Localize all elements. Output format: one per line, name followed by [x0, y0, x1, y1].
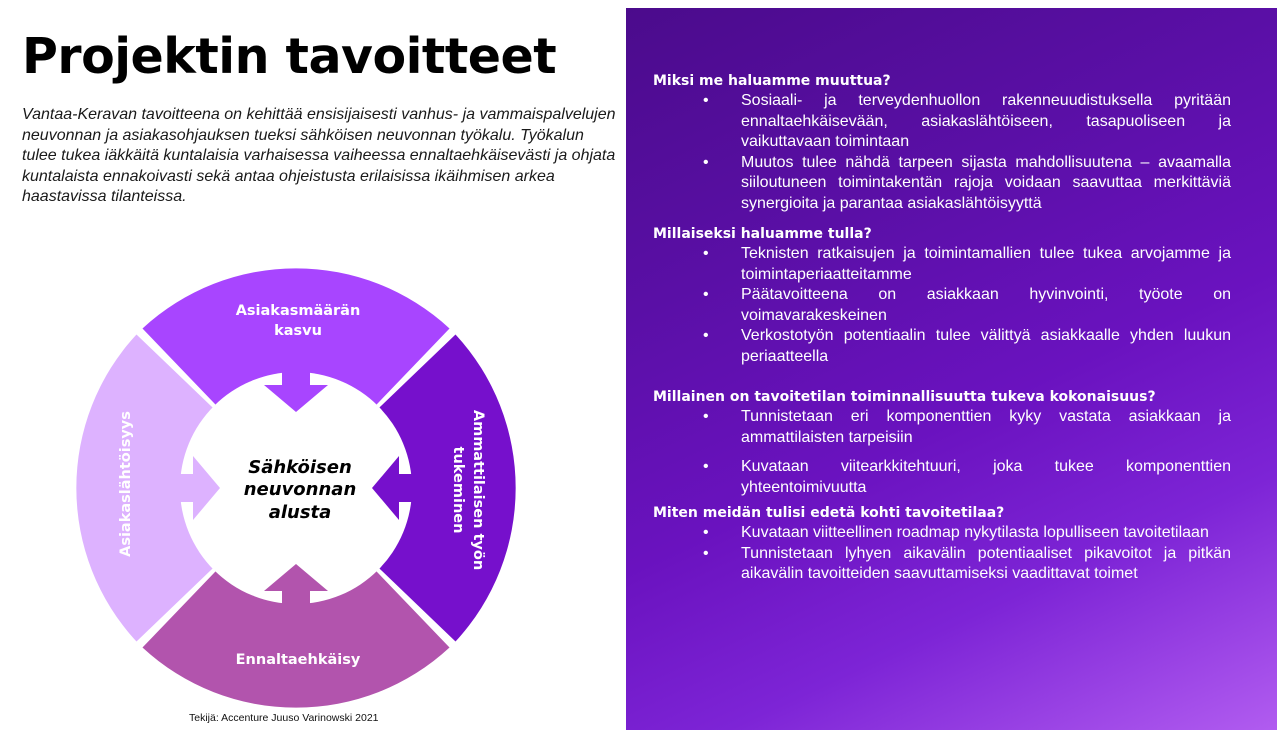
center-label-line2: neuvonnan	[243, 479, 357, 500]
section-roadmap	[653, 503, 1231, 585]
question-heading: Miten meidän tulisi edetä kohti tavoitetilaa?	[653, 505, 1005, 521]
bullet-list	[653, 244, 1231, 367]
bullet-list	[653, 91, 1231, 214]
bullet-item: • Kuvataan viitteellinen roadmap nykytilasta lopulliseen tavoitetilaan	[653, 523, 1231, 544]
label-top-line1: Asiakasmäärän	[235, 303, 361, 319]
label-right-line1: Ammattilaisen työn	[470, 409, 486, 571]
label-top-line2: kasvu	[274, 323, 322, 339]
question-heading: Miksi me haluamme muuttua?	[653, 73, 891, 89]
bullet-list	[653, 523, 1231, 585]
center-label-line3: alusta	[268, 502, 332, 523]
bullet-item: • Tunnistetaan lyhyen aikavälin potentiaaliset pikavoitot ja pitkän aikavälin tavoitteiden saavuttamiseksi vaadittavat toimet	[653, 544, 1231, 585]
bullet-item: • Teknisten ratkaisujen ja toimintamallien tulee tukea arvojamme ja toimintaperiaatteitamme	[653, 244, 1231, 285]
goals-panel	[626, 8, 1277, 730]
label-bottom: Ennaltaehkäisy	[235, 652, 361, 668]
author-caption: Tekijä: Accenture Juuso Varinowski 2021	[189, 712, 379, 724]
section-why	[653, 71, 1231, 214]
bullet-item: • Päätavoitteena on asiakkaan hyvinvointi, työote on voimavarakeskeinen	[653, 285, 1231, 326]
bullet-item: • Sosiaali- ja terveydenhuollon rakenneuudistuksella pyritään ennaltaehkäisevään, asiakaslähtöiseen, tasapuoliseen ja vaikuttavaan toimintaan	[653, 91, 1231, 153]
bullet-item: • Tunnistetaan eri komponenttien kyky vastata asiakkaan ja ammattilaisten tarpeisiin	[653, 407, 1231, 448]
question-heading: Millainen on tavoitetilan toiminnallisuutta tukeva kokonaisuus?	[653, 389, 1156, 405]
bullet-item: • Kuvataan viitearkkitehtuuri, joka tukee komponenttien yhteentoimivuutta	[653, 457, 1231, 498]
page-title: Projektin tavoitteet	[22, 28, 557, 85]
question-heading: Millaiseksi haluamme tulla?	[653, 226, 872, 242]
bullet-item: • Muutos tulee nähdä tarpeen sijasta mahdollisuutena – avaamalla siiloutuneen toimintakentän rajoja voidaan saavuttaa merkittäviä synergioita ja parantaa asiakaslähtöisyyttä	[653, 153, 1231, 215]
center-label-line1: Sähköisen	[248, 457, 352, 478]
bullet-item: • Verkostotyön potentiaalin tulee välittyä asiakkaalle yhden luukun periaatteella	[653, 326, 1231, 367]
label-left: Asiakaslähtöisyys	[118, 411, 134, 557]
section-what	[653, 224, 1231, 367]
goals-diagram	[70, 262, 522, 714]
section-how	[653, 387, 1231, 498]
bullet-list	[653, 407, 1231, 498]
intro-paragraph: Vantaa-Keravan tavoitteena on kehittää ensisijaisesti vanhus- ja vammaispalvelujen neuvonnan ja asiakasohjauksen tueksi sähköisen neuvonnan työkalu. Työkalun tulee tukea iäkkäitä kuntalaisia varhaisessa vaiheessa ennaltaehkäisevästi ja ohjata kuntalaista ennakoivasti sekä antaa ohjeistusta erilaisissa ikäihmisen arkea haastavissa tilanteissa.	[22, 106, 616, 205]
label-right-line2: tukeminen	[450, 446, 466, 534]
